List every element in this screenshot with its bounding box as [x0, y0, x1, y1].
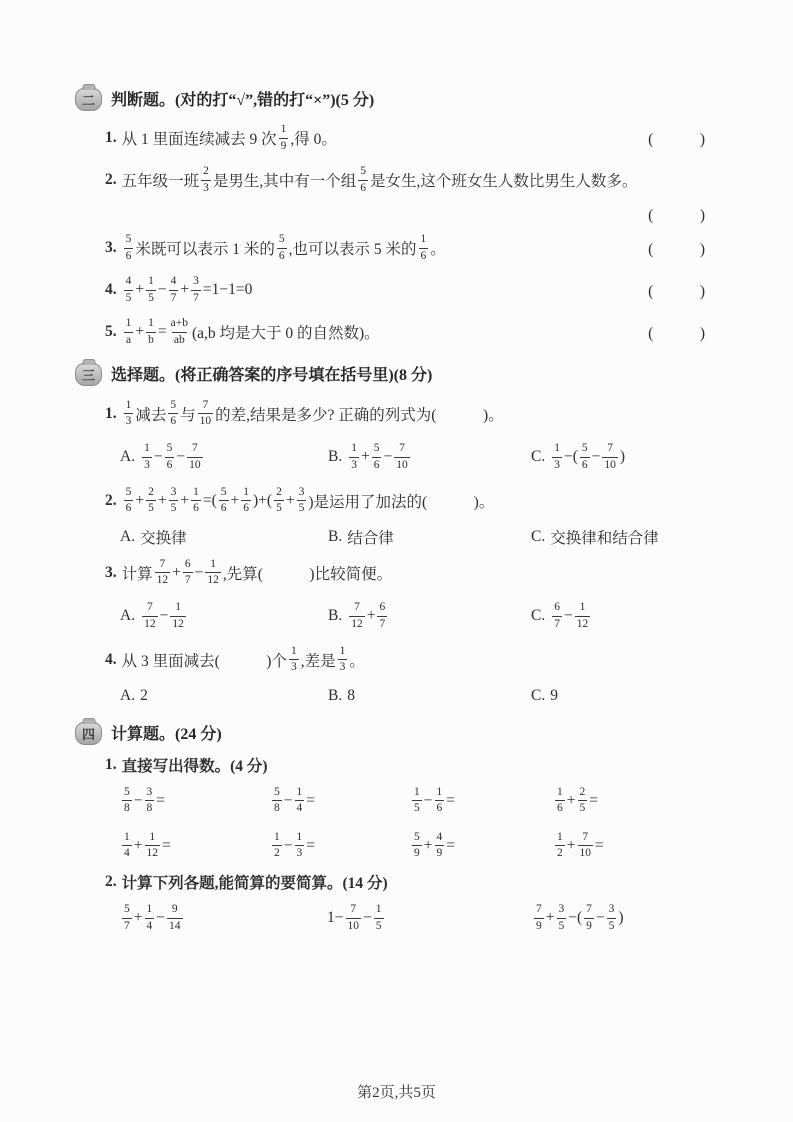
answer-bracket: ( ) — [648, 241, 705, 258]
fraction: $\frac{1}{6}$ — [243, 485, 250, 514]
text-run: − — [363, 909, 372, 926]
fraction: $\frac{7}{10}$ — [347, 903, 359, 932]
fraction: $\frac{1}{3}$ — [290, 644, 297, 673]
section-three-pouch-icon: 三 — [75, 363, 102, 386]
fraction: $\frac{1}{9}$ — [280, 123, 287, 152]
question-text — [122, 400, 504, 428]
judgment-item-5 — [105, 311, 705, 353]
text-run: + — [566, 791, 576, 809]
text-run: − — [194, 563, 204, 581]
judgment-header — [75, 86, 705, 111]
text-run: + — [135, 281, 145, 298]
item-text — [122, 276, 639, 304]
text-run: ,先算( )比较简便。 — [222, 565, 393, 583]
fraction: $\frac{1}{3}$ — [125, 398, 132, 427]
fraction: $\frac{5}{6}$ — [170, 398, 177, 427]
text-run: 是男生,其中有一个组 — [212, 173, 357, 190]
fraction: $\frac{1}{3}$ — [351, 442, 357, 471]
fraction: $\frac{7}{9}$ — [586, 903, 592, 932]
fraction: $\frac{2}{5}$ — [148, 485, 154, 514]
text-run: − — [157, 281, 167, 298]
text-run: − — [283, 836, 293, 854]
answer-bracket: ( ) — [648, 207, 705, 224]
text-run: + — [423, 836, 433, 854]
fraction: $\frac{7}{10}$ — [579, 830, 591, 859]
text-run: = — [595, 836, 604, 854]
text-run: 减去 — [135, 406, 167, 424]
fraction: $\frac{1}{5}$ — [375, 903, 382, 932]
option-text — [140, 602, 188, 630]
calc-title: 计算题。(24 分) — [111, 726, 222, 743]
sub-number: 2. — [105, 872, 117, 890]
question-number: 4. — [105, 650, 117, 668]
text-run: (a,b 均是大于 0 的自然数)。 — [191, 325, 380, 342]
text-run: 的差,结果是多少? 正确的列式为( )。 — [215, 406, 504, 424]
fraction: $\frac{1}{6}$ — [436, 785, 443, 814]
option-text — [347, 443, 412, 471]
option-b — [328, 687, 531, 705]
fraction: $\frac{2}{3}$ — [203, 165, 209, 194]
text-run: − — [176, 448, 186, 465]
text-run: 2 — [140, 686, 148, 704]
option-text — [347, 602, 389, 630]
fraction: $\frac{5}{6}$ — [125, 485, 132, 514]
fraction: $\frac{1}{2}$ — [557, 830, 563, 859]
text-run: 米既可以表示 1 米的 — [135, 241, 275, 258]
fraction: $\frac{1}{4}$ — [146, 903, 153, 932]
judgment-title: 判断题。(对的打“√”,错的打“×”)(5 分) — [111, 92, 375, 109]
text-run: = — [306, 791, 315, 809]
text-run: ,差是 — [300, 652, 336, 670]
question-number: 1. — [105, 404, 117, 422]
item-number: 5. — [105, 323, 117, 340]
option-label: B. — [328, 448, 343, 465]
option-text — [550, 443, 625, 471]
fraction: $\frac{1}{12}$ — [146, 830, 158, 859]
text-run: 交换律 — [140, 529, 187, 547]
fraction: $\frac{1}{a}$ — [125, 317, 132, 346]
option-label: C. — [531, 448, 546, 465]
question-number: 3. — [105, 563, 117, 581]
text-run: = — [589, 791, 598, 809]
choice-question-3-options — [120, 594, 705, 638]
text-run: 交换律和结合律 — [550, 529, 659, 547]
text-run: + — [133, 909, 143, 926]
text-run: ) — [619, 448, 626, 465]
text-run: − — [423, 791, 433, 809]
option-text — [140, 526, 187, 548]
text-run: 9 — [550, 686, 558, 704]
option-label: A. — [120, 607, 136, 624]
option-label: B. — [328, 527, 343, 545]
option-text — [550, 602, 592, 630]
text-run: 计算 — [121, 565, 153, 583]
judgment-items — [105, 117, 705, 353]
fraction: $\frac{3}{5}$ — [298, 485, 305, 514]
fraction: $\frac{5}{7}$ — [124, 903, 130, 932]
item-text — [122, 124, 639, 152]
option-b — [328, 443, 531, 471]
fraction: $\frac{7}{10}$ — [199, 398, 212, 427]
fraction: $\frac{6}{7}$ — [554, 601, 560, 630]
option-c — [531, 526, 705, 548]
option-a — [120, 443, 328, 471]
fraction: $\frac{1}{6}$ — [193, 485, 199, 514]
option-text — [140, 687, 148, 705]
answer-bracket: ( ) — [648, 283, 705, 300]
text-run: 8 — [347, 686, 355, 704]
text-run: = — [306, 836, 315, 854]
fraction: $\frac{5}{8}$ — [274, 785, 280, 814]
choice-question-4 — [105, 638, 705, 681]
calc-expression — [270, 832, 410, 860]
choice-question-1 — [105, 392, 705, 435]
fraction: $\frac{1}{12}$ — [172, 601, 184, 630]
item-number: 4. — [105, 281, 117, 298]
fraction: $\frac{1}{3}$ — [339, 644, 346, 673]
option-label: C. — [531, 527, 546, 545]
fraction: $\frac{5}{6}$ — [360, 165, 367, 194]
text-run: + — [135, 323, 145, 340]
text-run: − — [159, 607, 169, 624]
option-text — [550, 526, 659, 548]
text-run: 从 3 里面减去( )个 — [121, 652, 287, 670]
calc-expression — [270, 787, 410, 815]
text-run: + — [133, 836, 143, 854]
text-run: + — [360, 448, 370, 465]
text-run: 从 1 里面连续减去 9 次 — [121, 131, 277, 148]
calc-row-2 — [120, 823, 705, 868]
choice-question-1-options — [120, 435, 705, 479]
section-calculation — [75, 720, 705, 941]
option-text — [550, 687, 558, 705]
fraction: $\frac{1}{3}$ — [296, 830, 303, 859]
item-number: 3. — [105, 239, 117, 256]
fraction: $\frac{7}{12}$ — [156, 557, 169, 586]
text-run: ,得 0。 — [290, 131, 337, 148]
fraction: $\frac{3}{8}$ — [146, 785, 153, 814]
fraction: $\frac{3}{7}$ — [193, 275, 199, 304]
option-c — [531, 443, 705, 471]
option-b — [328, 526, 531, 548]
fraction: $\frac{5}{6}$ — [125, 233, 132, 262]
fraction: $\frac{1}{12}$ — [207, 557, 219, 586]
text-run: + — [366, 607, 376, 624]
text-run: + — [545, 909, 555, 926]
option-a — [120, 687, 328, 705]
text-run: − — [153, 448, 163, 465]
fraction: $\frac{7}{12}$ — [351, 601, 363, 630]
text-run: + — [230, 491, 240, 509]
calc-expression — [120, 832, 270, 860]
choice-title: 选择题。(将正确答案的序号填在括号里)(8 分) — [111, 367, 433, 384]
option-label: B. — [328, 686, 343, 704]
question-number: 2. — [105, 491, 117, 509]
text-run: = — [446, 836, 455, 854]
text-run: = — [162, 836, 171, 854]
fraction: $\frac{1}{6}$ — [557, 785, 563, 814]
text-run: )是运用了加法的( )。 — [308, 493, 495, 511]
fraction: $\frac{a+b}{ab}$ — [170, 317, 188, 346]
option-text — [347, 526, 394, 548]
text-run: −( — [568, 909, 583, 926]
text-run: 是女生,这个班女生人数比男生人数多。 — [370, 173, 638, 190]
text-run: + — [172, 563, 181, 581]
text-run: =( — [202, 491, 217, 509]
judgment-item-4 — [105, 269, 705, 311]
option-a — [120, 526, 328, 548]
fraction: $\frac{7}{9}$ — [536, 903, 542, 932]
text-run: = — [446, 791, 455, 809]
option-label: A. — [120, 527, 136, 545]
fraction: $\frac{5}{6}$ — [220, 485, 227, 514]
section-two-pouch-icon: 二 — [75, 88, 102, 111]
text-run: − — [156, 909, 165, 926]
choice-question-4-options — [120, 681, 705, 710]
option-a — [120, 602, 328, 630]
fraction: $\frac{7}{10}$ — [189, 442, 201, 471]
fraction: $\frac{5}{6}$ — [373, 442, 380, 471]
text-run: − — [283, 791, 293, 809]
sub-title: 直接写出得数。(4 分) — [121, 757, 268, 775]
fraction: $\frac{5}{6}$ — [581, 442, 588, 471]
text-run: ) — [618, 909, 624, 926]
fraction: $\frac{1}{6}$ — [420, 233, 427, 262]
page-footer: 第2页,共5页 — [357, 1085, 436, 1101]
fraction: $\frac{5}{9}$ — [414, 830, 420, 859]
sub-number: 1. — [105, 755, 117, 773]
fraction: $\frac{4}{7}$ — [170, 275, 177, 304]
judgment-item-2 — [105, 159, 705, 201]
text-run: + — [180, 281, 190, 298]
fraction: $\frac{1}{3}$ — [144, 442, 150, 471]
option-c — [531, 687, 705, 705]
fraction: $\frac{1}{5}$ — [414, 785, 420, 814]
judgment-item-2-bracket-line — [105, 201, 705, 227]
calc-expression — [410, 832, 553, 860]
choice-question-3 — [105, 551, 705, 594]
choice-header — [75, 361, 705, 386]
calc-sub2-label — [105, 868, 705, 895]
text-run: = — [156, 791, 165, 809]
answer-bracket: ( ) — [648, 131, 705, 148]
option-c — [531, 602, 705, 630]
question-text — [122, 487, 495, 515]
calc-expression — [120, 904, 327, 932]
text-run: + — [135, 491, 145, 509]
calc-expression — [532, 904, 705, 932]
fraction: $\frac{3}{5}$ — [170, 485, 177, 514]
fraction: $\frac{1}{5}$ — [148, 275, 154, 304]
calc-expression — [120, 787, 270, 815]
text-run: − — [563, 607, 573, 624]
section-choice — [75, 361, 705, 710]
fraction: $\frac{6}{7}$ — [379, 601, 386, 630]
calc-expression — [410, 787, 553, 815]
text-run: − — [595, 909, 605, 926]
text-run: 1− — [327, 909, 344, 926]
answer-bracket: ( ) — [648, 325, 705, 342]
calc-sub1-label — [105, 751, 705, 778]
text-run: −( — [563, 448, 578, 465]
fraction: $\frac{4}{5}$ — [125, 275, 132, 304]
judgment-item-1 — [105, 117, 705, 159]
question-text — [122, 646, 365, 674]
text-run: ,也可以表示 5 米的 — [288, 241, 417, 258]
fraction: $\frac{7}{10}$ — [604, 442, 616, 471]
item-text — [122, 234, 639, 262]
item-number: 2. — [105, 171, 117, 188]
fraction: $\frac{7}{12}$ — [144, 601, 156, 630]
simplify-row — [120, 895, 705, 941]
text-run: 五年级一班 — [121, 173, 200, 190]
fraction: $\frac{1}{4}$ — [296, 785, 303, 814]
text-run: − — [133, 791, 143, 809]
text-run: = — [157, 323, 167, 340]
text-run: + — [157, 491, 167, 509]
fraction: $\frac{3}{5}$ — [558, 903, 565, 932]
calc-row-1 — [120, 778, 705, 823]
text-run: − — [383, 448, 393, 465]
fraction: $\frac{2}{5}$ — [579, 785, 586, 814]
choice-question-2-options — [120, 522, 705, 551]
fraction: $\frac{1}{4}$ — [124, 830, 130, 859]
fraction: $\frac{1}{2}$ — [274, 830, 280, 859]
item-text — [122, 166, 705, 194]
question-text — [122, 559, 392, 587]
option-label: B. — [328, 607, 343, 624]
option-b — [328, 602, 531, 630]
text-run: =1−1=0 — [202, 281, 253, 298]
calc-header — [75, 720, 705, 745]
fraction: $\frac{5}{8}$ — [124, 785, 130, 814]
choice-question-2 — [105, 479, 705, 522]
fraction: $\frac{4}{9}$ — [436, 830, 443, 859]
calc-expression — [553, 787, 705, 815]
item-text — [122, 318, 639, 346]
fraction: $\frac{5}{6}$ — [166, 442, 173, 471]
fraction: $\frac{9}{14}$ — [169, 903, 181, 932]
text-run: + — [180, 491, 190, 509]
option-text — [140, 443, 205, 471]
fraction: $\frac{3}{5}$ — [608, 903, 615, 932]
text-run: 。 — [430, 241, 446, 258]
fraction: $\frac{6}{7}$ — [184, 557, 191, 586]
fraction: $\frac{7}{10}$ — [396, 442, 408, 471]
text-run: 与 — [180, 406, 196, 424]
judgment-item-3 — [105, 227, 705, 269]
option-label: A. — [120, 686, 136, 704]
calc-expression — [327, 904, 532, 932]
text-run: 。 — [349, 652, 365, 670]
option-label: C. — [531, 607, 546, 624]
section-four-pouch-icon: 四 — [75, 722, 102, 745]
text-run: + — [285, 491, 295, 509]
fraction: $\frac{1}{12}$ — [576, 601, 589, 630]
text-run: 结合律 — [347, 529, 394, 547]
fraction: $\frac{2}{5}$ — [276, 485, 282, 514]
text-run: − — [591, 448, 601, 465]
sub-title: 计算下列各题,能简算的要简算。(14 分) — [121, 874, 388, 892]
option-text — [347, 687, 355, 705]
text-run: + — [566, 836, 576, 854]
fraction: $\frac{1}{b}$ — [148, 317, 154, 346]
option-label: C. — [531, 686, 546, 704]
fraction: $\frac{5}{6}$ — [278, 233, 285, 262]
item-number: 1. — [105, 129, 117, 146]
option-label: A. — [120, 448, 136, 465]
fraction: $\frac{1}{3}$ — [554, 442, 560, 471]
section-judgment — [75, 86, 705, 353]
calc-expression — [553, 832, 705, 860]
text-run: )+( — [253, 491, 273, 509]
